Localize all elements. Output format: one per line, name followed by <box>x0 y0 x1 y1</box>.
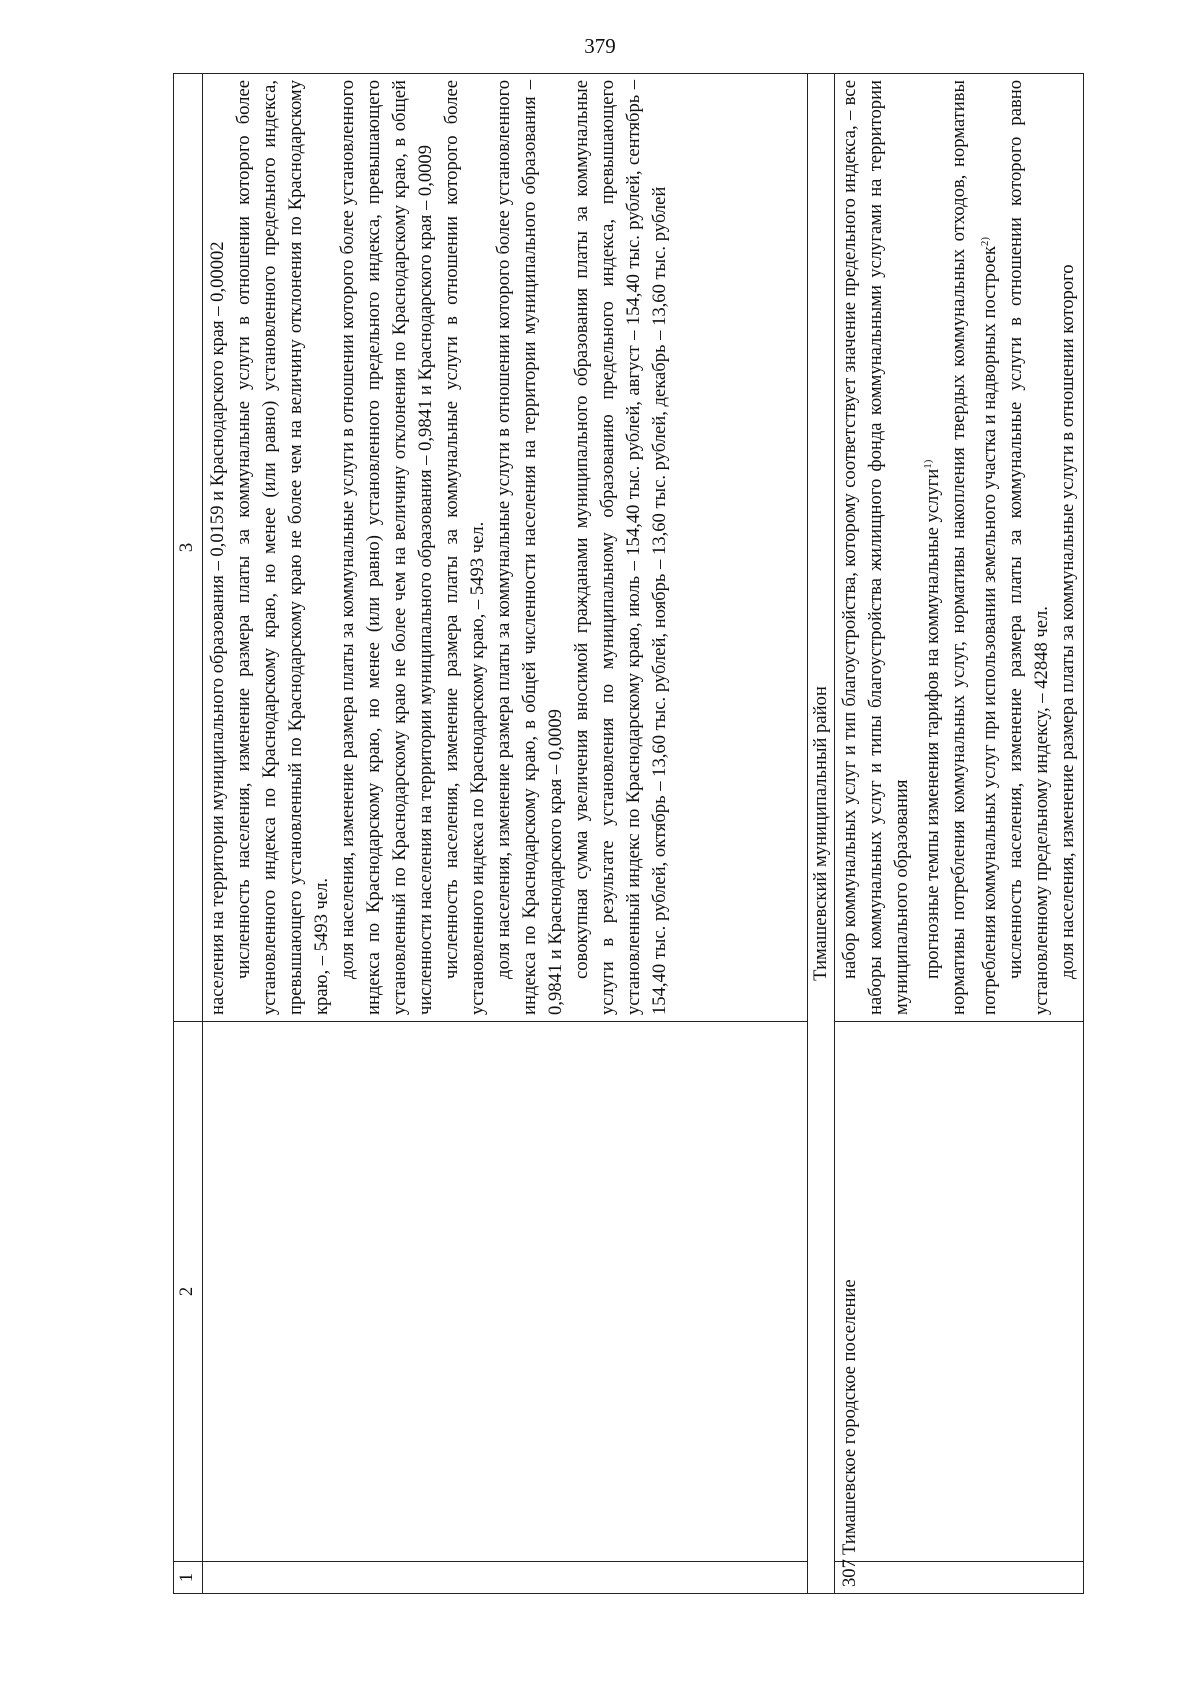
parameter-text: численность населения, изменение размера платы за коммунальные услуги в отношении которого равно установленному предельному индексу, – 42848 чел. <box>1005 80 1053 1015</box>
region-title: Тимашевский муниципальный район <box>808 74 835 1594</box>
parameter-text: нормативы потребления коммунальных услуг, нормативы накопления твердых коммунальных отходов, нормативы потребления коммунальных услуг при использовании земельного участка и надворных построек$^{2)}$ <box>948 80 1001 1015</box>
settlement-cell: Тимашевское городское поселение <box>835 1022 1084 1562</box>
table-row <box>835 74 1084 1594</box>
region-heading-row <box>808 74 835 1594</box>
footnote-ref: 1) <box>922 459 934 469</box>
header-col-2: 2 <box>174 1022 203 1562</box>
rotated-table-sheet <box>173 74 1193 1594</box>
parameter-text: доля населения, изменение размера платы за коммунальные услуги в отношении которого более установленного индекса по Краснодарскому краю, в общей численности населения на территории муниципального образования – 0,9841 и Краснодарского края – 0,0009 <box>493 80 566 1015</box>
page-number: 379 <box>584 34 616 58</box>
parameter-text: доля населения, изменение размера платы за коммунальные услуги в отношении которого более установленного индекса по Краснодарскому краю, но менее (или равно) установленного предельного индекса, превышающего установленный по Краснодарскому краю не более чем на величину отклонения по Краснодарскому краю, в общей численности населения на территории муниципального образования – 0,9841 и Краснодарского края – 0,0009 <box>337 80 436 1015</box>
parameter-text: доля населения, изменение размера платы за коммунальные услуги в отношении которого <box>1057 264 1079 979</box>
parameter-text: численность населения, изменение размера платы за коммунальные услуги в отношении которого более установленного индекса по Краснодарскому краю, но менее (или равно) установленного предельного индекса, превышающего установленный по Краснодарскому краю не более чем на величину отклонения по Краснодарскому краю, – 5493 чел. <box>233 80 332 1015</box>
table-row <box>203 74 808 1594</box>
parameter-text: населения на территории муниципального образования – 0,0159 и Краснодарского края – 0,00002 <box>207 241 228 1015</box>
header-col-1: 1 <box>174 1562 203 1594</box>
row-number-cell <box>203 1562 808 1594</box>
table-header-row <box>174 74 203 1594</box>
indices-table <box>173 73 1084 1594</box>
row-number-cell: 307 <box>835 1562 1084 1594</box>
settlement-cell <box>203 1022 808 1562</box>
footnote-ref: 2) <box>979 236 992 247</box>
parameter-text: набор коммунальных услуг и тип благоустройства, которому соответствует значение предельного индекса, – все наборы коммунальных услуг и типы благоустройства жилищного фонда коммунальными услугами на территории муниципального образования <box>839 80 912 1015</box>
parameters-cell <box>203 74 808 1022</box>
parameters-cell <box>835 74 1084 1022</box>
parameter-text: прогнозные темпы изменения тарифов на коммунальные услуги$^{1)}$ <box>922 459 944 979</box>
header-col-3: 3 <box>174 74 203 1022</box>
parameter-text: совокупная сумма увеличения вносимой гражданами муниципального образования платы за коммунальные услуги в результате установления по муниципальному образованию предельного индекса, превышающего установленный индекс по Краснодарскому краю, июль – 154,40 тыс. рублей, август – 154,40 тыс. рублей, сентябрь – 154,40 тыс. рублей, октябрь – 13,60 тыс. рублей, ноябрь – 13,60 тыс. рублей, декабрь – 13,60 тыс. рублей <box>571 80 670 1015</box>
parameter-text: численность населения, изменение размера платы за коммунальные услуги в отношении которого более установленного индекса по Краснодарскому краю, – 5493 чел. <box>441 80 488 1015</box>
